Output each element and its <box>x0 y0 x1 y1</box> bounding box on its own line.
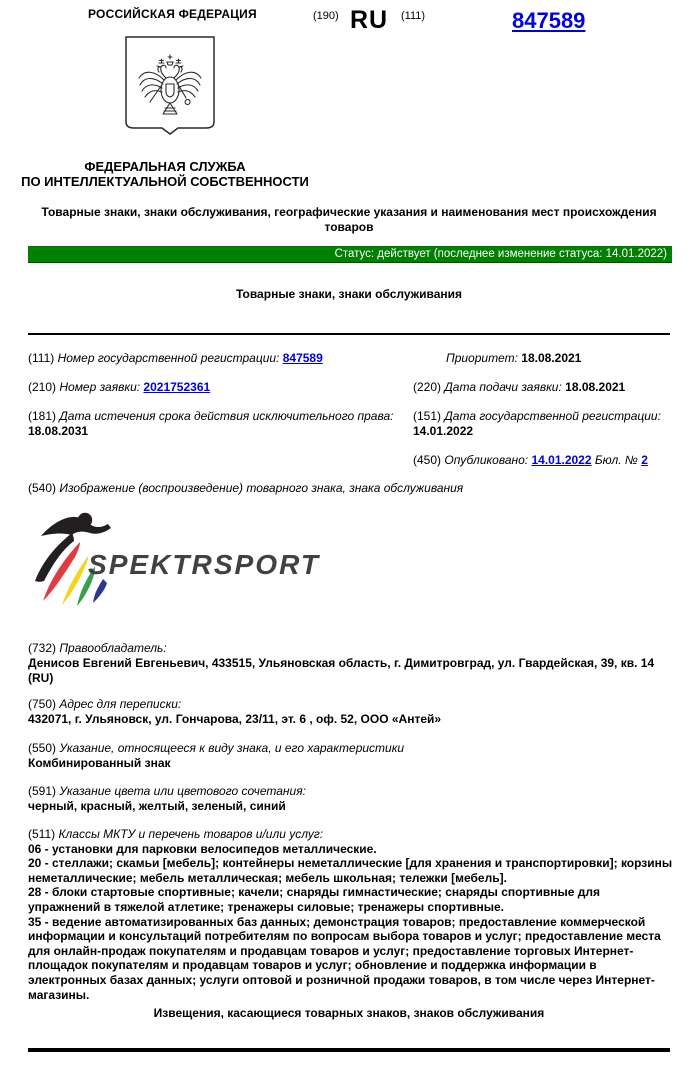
field-210-code: (210) <box>28 380 57 394</box>
priority-label: Приоритет: <box>446 351 518 365</box>
nice-class-06: 06 - установки для парковки велосипедов металлические. <box>28 841 377 856</box>
bottom-divider <box>28 1048 670 1052</box>
bulletin-number-link[interactable]: 2 <box>641 453 648 467</box>
field-111-label: Номер государственной регистрации: <box>57 351 280 365</box>
trademark-image <box>28 505 348 620</box>
inid-code-190: (190) <box>313 10 339 22</box>
field-111 <box>28 351 416 366</box>
nice-class-20: 20 - стеллажи; скамьи [мебель]; контейнеры неметаллические [для хранения и транспортировки]; корзины неметаллические; мебель металлическая; мебель школьная; тележки [мебель]. <box>28 856 673 885</box>
field-550-label: Указание, относящееся к виду знака, и его характеристики <box>59 741 405 755</box>
field-591-code: (591) <box>28 784 57 798</box>
field-591-label: Указание цвета или цветового сочетания: <box>59 784 306 798</box>
field-151-code: (151) <box>413 409 442 423</box>
field-220-label: Дата подачи заявки: <box>444 380 562 394</box>
field-181-code: (181) <box>28 409 57 423</box>
field-210-label: Номер заявки: <box>59 380 141 394</box>
field-220-code: (220) <box>413 380 442 394</box>
nice-class-28: 28 - блоки стартовые спортивные; качели; снаряды гимнастические; снаряды спортивные для упражнений в тяжелой атлетике; тренажеры силовые; тренажеры спортивные. <box>28 885 601 914</box>
field-450-code: (450) <box>413 453 442 467</box>
field-540 <box>28 481 668 496</box>
field-540-code: (540) <box>28 481 57 495</box>
field-591 <box>28 784 673 814</box>
field-220-value: 18.08.2021 <box>565 380 626 394</box>
logo-wordmark: SPEKTRSPORT <box>88 549 321 580</box>
field-181-value: 18.08.2031 <box>28 424 89 438</box>
field-550-code: (550) <box>28 741 57 755</box>
logo-blue-swoosh <box>93 579 107 603</box>
russia-coat-of-arms-icon <box>124 36 216 138</box>
nice-class-35: 35 - ведение автоматизированных баз данных; демонстрация товаров; предоставление коммерческой информации и консультаций потребителям по вопросам выбора товаров и услуг; предоставление места для онлайн-продаж покупателям и продавцам товаров и услуг; предоставление торговых Интернет-площадок покупателям и продавцам товаров и услуг; обновление и поддержка информации в электронных базах данных; услуги оптовой и розничной продажи товаров, в том числе через Интернет-магазины. <box>28 914 661 1002</box>
agency-line1: ФЕДЕРАЛЬНАЯ СЛУЖБА <box>84 159 246 174</box>
field-210 <box>28 380 416 395</box>
field-priority <box>413 351 691 366</box>
document-type-title: Товарные знаки, знаки обслуживания, географические указания и наименования мест происхождения товаров <box>41 205 657 234</box>
top-divider <box>28 333 670 335</box>
field-732 <box>28 641 673 686</box>
correspondence-address-value: 432071, г. Ульяновск, ул. Гончарова, 23/11, эт. 6 , оф. 52, ООО «Антей» <box>28 712 442 726</box>
mark-kind-value: Комбинированный знак <box>28 756 171 770</box>
field-220 <box>413 380 691 395</box>
field-750-label: Адрес для переписки: <box>59 697 182 711</box>
field-181 <box>28 409 416 439</box>
field-550 <box>28 741 673 771</box>
field-151-value: 14.01.2022 <box>413 424 474 438</box>
status-bar: Статус: действует (последнее изменение статуса: 14.01.2022) <box>28 246 672 263</box>
field-750 <box>28 697 673 727</box>
field-450 <box>413 453 691 468</box>
country-title: РОССИЙСКАЯ ФЕДЕРАЦИЯ <box>88 7 257 21</box>
agency-name <box>0 159 330 189</box>
agency-line2: ПО ИНТЕЛЛЕКТУАЛЬНОЙ СОБСТВЕННОСТИ <box>21 174 309 189</box>
bulletin-label: Бюл. № <box>594 453 638 467</box>
section-title: Товарные знаки, знаки обслуживания <box>235 287 463 301</box>
field-540-label: Изображение (воспроизведение) товарного знака, знака обслуживания <box>59 481 464 495</box>
logo-arms <box>41 517 111 536</box>
country-code: RU <box>350 6 389 34</box>
field-750-code: (750) <box>28 697 57 711</box>
notices-title: Извещения, касающиеся товарных знаков, знаков обслуживания <box>153 1006 545 1020</box>
field-111-code: (111) <box>28 351 55 365</box>
field-181-label: Дата истечения срока действия исключительного права: <box>59 409 394 423</box>
field-732-label: Правообладатель: <box>59 641 167 655</box>
field-511-label: Классы МКТУ и перечень товаров и/или услуг: <box>58 827 324 841</box>
field-151 <box>413 409 691 439</box>
priority-value: 18.08.2021 <box>521 351 582 365</box>
registration-number-link-top[interactable]: 847589 <box>512 8 586 33</box>
field-511-code: (511) <box>28 827 56 841</box>
publication-date-link[interactable]: 14.01.2022 <box>531 453 592 467</box>
registration-number-link[interactable]: 847589 <box>282 351 323 365</box>
field-511 <box>28 827 673 1002</box>
rightholder-value: Денисов Евгений Евгеньевич, 433515, Ульяновская область, г. Димитровград, ул. Гвардейская, 39, кв. 14 (RU) <box>28 656 655 685</box>
inid-code-111-top: (111) <box>401 10 426 22</box>
field-450-label: Опубликовано: <box>444 453 529 467</box>
application-number-link[interactable]: 2021752361 <box>143 380 211 394</box>
color-claim-value: черный, красный, желтый, зеленый, синий <box>28 799 286 813</box>
field-151-label: Дата государственной регистрации: <box>444 409 661 423</box>
field-732-code: (732) <box>28 641 57 655</box>
